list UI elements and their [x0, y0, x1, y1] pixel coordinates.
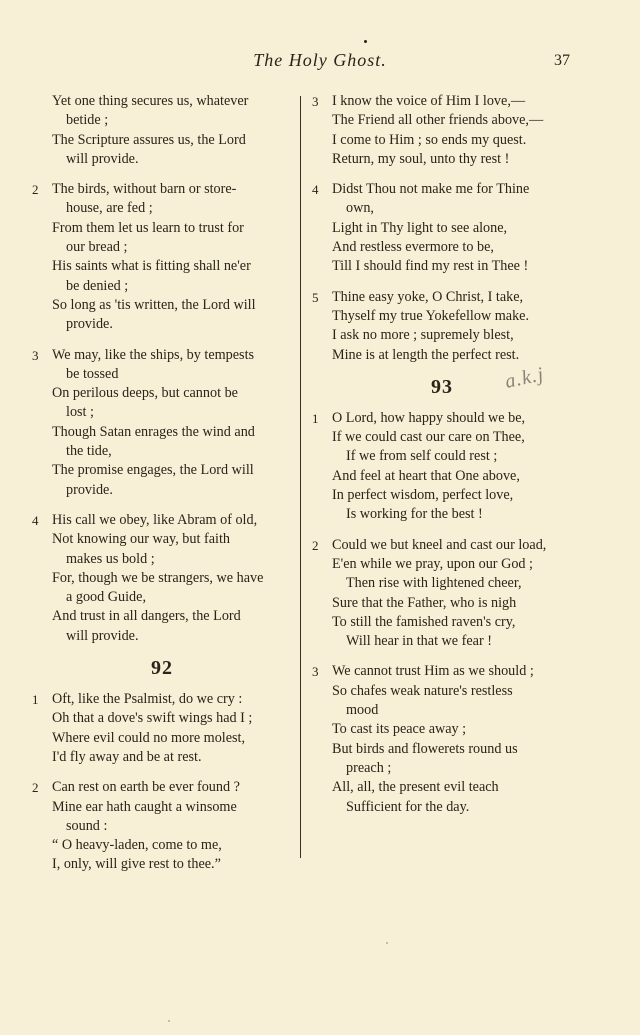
verse-text: Sufficient for the day.	[346, 798, 470, 815]
verse-text: Thyself my true Yokefellow make.	[332, 307, 530, 324]
hymn-92	[30, 690, 294, 875]
verse-line	[30, 588, 294, 607]
verse-line	[30, 817, 294, 836]
verse-line	[30, 346, 294, 365]
verse-line	[30, 836, 294, 855]
verse-line	[30, 365, 294, 384]
verse-text: Mine is at length the perfect rest.	[332, 346, 520, 363]
verse-line	[310, 288, 574, 307]
verse-line	[310, 759, 574, 778]
stanza	[310, 662, 574, 816]
verse-line	[30, 778, 294, 797]
verse-text: To still the famished raven's cry,	[332, 613, 516, 630]
verse-line	[310, 536, 574, 555]
verse-text: be tossed	[66, 365, 119, 382]
verse-number: 1	[312, 410, 319, 426]
running-title: The Holy Ghost.	[253, 50, 387, 70]
verse-line	[310, 798, 574, 817]
handwritten-note: a.k.j	[503, 363, 547, 393]
verse-line	[30, 219, 294, 238]
verse-text: the tide,	[66, 443, 112, 460]
verse-line	[30, 277, 294, 296]
stanza	[30, 92, 294, 169]
verse-text: We cannot trust Him as we should ;	[332, 663, 534, 680]
verse-text: Oft, like the Psalmist, do we cry :	[52, 691, 243, 708]
verse-line	[310, 447, 574, 466]
verse-text: preach ;	[346, 759, 392, 776]
verse-text: Till I should find my rest in Thee !	[332, 258, 529, 275]
verse-line	[30, 315, 294, 334]
verse-text: I ask no more ; supremely blest,	[332, 327, 514, 344]
stanza	[30, 778, 294, 874]
verse-text: Then rise with lightened cheer,	[346, 575, 522, 592]
left-column	[30, 92, 294, 886]
verse-text: be denied ;	[66, 277, 129, 294]
verse-line	[310, 346, 574, 365]
verse-text: But birds and flowerets round us	[332, 740, 518, 757]
stanza	[310, 92, 574, 169]
column-divider	[300, 96, 301, 858]
verse-text: our bread ;	[66, 239, 128, 256]
verse-text: Though Satan enrages the wind and	[52, 423, 255, 440]
stanza	[310, 180, 574, 276]
verse-line	[30, 569, 294, 588]
verse-line	[310, 701, 574, 720]
verse-text: And trust in all dangers, the Lord	[52, 608, 241, 625]
verse-line	[30, 131, 294, 150]
verse-line	[30, 511, 294, 530]
verse-text: Can rest on earth be ever found ?	[52, 779, 240, 796]
verse-text: Sure that the Father, who is nigh	[332, 594, 517, 611]
stanza	[30, 180, 294, 334]
verse-line	[30, 530, 294, 549]
stanza	[30, 690, 294, 767]
verse-text: Could we but kneel and cast our load,	[332, 536, 547, 553]
verse-line	[310, 740, 574, 759]
stanza	[30, 346, 294, 500]
verse-line	[30, 199, 294, 218]
verse-text: Return, my soul, unto thy rest !	[332, 150, 510, 167]
verse-text: Will hear in that we fear !	[346, 633, 492, 650]
verse-text: Didst Thou not make me for Thine	[332, 181, 530, 198]
verse-line	[310, 257, 574, 276]
verse-text: lost ;	[66, 404, 94, 421]
verse-text: In perfect wisdom, perfect love,	[332, 487, 514, 504]
stanza	[310, 536, 574, 652]
verse-line	[310, 409, 574, 428]
hymn-93	[310, 409, 574, 817]
verse-line	[310, 111, 574, 130]
verse-text: If we from self could rest ;	[346, 448, 498, 465]
verse-text: The Friend all other friends above,—	[332, 112, 544, 129]
verse-line	[310, 613, 574, 632]
verse-text: I, only, will give rest to thee.”	[52, 856, 221, 873]
verse-text: E'en while we pray, upon our God ;	[332, 555, 534, 572]
verse-line	[30, 729, 294, 748]
verse-text: will provide.	[66, 627, 139, 644]
verse-line	[310, 505, 574, 524]
verse-line	[30, 607, 294, 626]
verse-line	[30, 180, 294, 199]
verse-line	[310, 238, 574, 257]
stanza	[30, 511, 294, 646]
hymn-number-93: 93	[431, 375, 453, 398]
hymn-number-92: 92	[151, 657, 173, 680]
verse-text: provide.	[66, 316, 113, 333]
verse-line	[30, 709, 294, 728]
verse-text: The promise engages, the Lord will	[52, 462, 254, 479]
verse-line	[310, 778, 574, 797]
verse-text: All, all, the present evil teach	[332, 779, 499, 796]
verse-line	[310, 92, 574, 111]
verse-line	[30, 481, 294, 500]
verse-line	[30, 423, 294, 442]
verse-text: house, are fed ;	[66, 200, 153, 217]
verse-line	[30, 855, 294, 874]
verse-number: 1	[32, 692, 39, 708]
verse-text: will provide.	[66, 150, 139, 167]
verse-text: betide ;	[66, 112, 109, 129]
verse-line	[310, 199, 574, 218]
verse-text: Not knowing our way, but faith	[52, 531, 230, 548]
verse-line	[30, 257, 294, 276]
verse-line	[310, 307, 574, 326]
verse-text: Yet one thing secures us, whatever	[52, 93, 249, 109]
verse-text: I'd fly away and be at rest.	[52, 748, 202, 765]
print-dot	[364, 40, 367, 43]
verse-text: own,	[346, 200, 374, 217]
verse-line	[310, 574, 574, 593]
verse-number: 2	[32, 780, 39, 796]
verse-line	[310, 594, 574, 613]
verse-number: 3	[312, 664, 319, 680]
verse-text: a good Guide,	[66, 589, 146, 606]
verse-line	[30, 238, 294, 257]
verse-line	[30, 296, 294, 315]
verse-line	[30, 690, 294, 709]
verse-line	[310, 632, 574, 651]
verse-number: 2	[32, 182, 39, 198]
verse-line	[310, 150, 574, 169]
verse-text: Is working for the best !	[346, 506, 483, 523]
verse-line	[30, 442, 294, 461]
verse-line	[30, 627, 294, 646]
verse-text: So chafes weak nature's restless	[332, 682, 513, 699]
verse-line	[310, 682, 574, 701]
verse-line	[30, 403, 294, 422]
verse-line	[30, 748, 294, 767]
verse-line	[310, 180, 574, 199]
verse-line	[310, 428, 574, 447]
paper-speck	[386, 942, 388, 944]
verse-number: 3	[312, 94, 319, 109]
verse-line	[30, 550, 294, 569]
verse-text: If we could cast our care on Thee,	[332, 429, 525, 446]
verse-line	[30, 798, 294, 817]
verse-line	[30, 111, 294, 130]
verse-text: I come to Him ; so ends my quest.	[332, 131, 527, 148]
verse-text: makes us bold ;	[66, 550, 155, 567]
hymn-92-continued	[310, 92, 574, 365]
stanza	[310, 288, 574, 365]
verse-line	[310, 131, 574, 150]
verse-number: 3	[32, 347, 39, 363]
verse-line	[30, 150, 294, 169]
verse-line	[310, 219, 574, 238]
verse-text: sound :	[66, 817, 108, 834]
verse-text: “ O heavy-laden, come to me,	[52, 837, 222, 854]
verse-line	[310, 720, 574, 739]
verse-text: So long as 'tis written, the Lord will	[52, 296, 256, 313]
verse-text: And restless evermore to be,	[332, 239, 494, 256]
verse-number: 5	[312, 289, 319, 305]
verse-text: Where evil could no more molest,	[52, 729, 246, 746]
verse-number: 2	[312, 537, 319, 553]
verse-text: Light in Thy light to see alone,	[332, 219, 508, 236]
verse-line	[310, 486, 574, 505]
verse-text: Oh that a dove's swift wings had I ;	[52, 710, 253, 727]
verse-text: The Scripture assures us, the Lord	[52, 131, 246, 148]
verse-text: His call we obey, like Abram of old,	[52, 511, 258, 528]
verse-line	[310, 555, 574, 574]
verse-line	[30, 384, 294, 403]
verse-text: And feel at heart that One above,	[332, 467, 520, 484]
verse-text: For, though we be strangers, we have	[52, 569, 264, 586]
verse-line	[310, 467, 574, 486]
hymn-91-continued	[30, 92, 294, 646]
page-number: 37	[554, 52, 570, 69]
verse-line	[310, 326, 574, 345]
verse-text: From them let us learn to trust for	[52, 219, 244, 236]
verse-line	[310, 662, 574, 681]
verse-text: His saints what is fitting shall ne'er	[52, 258, 251, 275]
verse-text: On perilous deeps, but cannot be	[52, 385, 238, 402]
stanza	[310, 409, 574, 525]
verse-text: mood	[346, 702, 379, 719]
verse-text: Mine ear hath caught a winsome	[52, 798, 237, 815]
verse-number: 4	[32, 512, 39, 528]
verse-line	[30, 92, 294, 111]
verse-text: Thine easy yoke, O Christ, I take,	[332, 288, 524, 305]
paper-speck	[168, 1020, 170, 1022]
right-column	[310, 92, 574, 828]
verse-number: 4	[312, 182, 319, 198]
verse-text: The birds, without barn or store-	[52, 181, 237, 198]
verse-text: We may, like the ships, by tempests	[52, 346, 255, 363]
verse-text: O Lord, how happy should we be,	[332, 409, 526, 426]
verse-line	[30, 461, 294, 480]
verse-text: provide.	[66, 481, 113, 498]
verse-text: To cast its peace away ;	[332, 721, 467, 738]
verse-text: I know the voice of Him I love,—	[332, 93, 526, 109]
